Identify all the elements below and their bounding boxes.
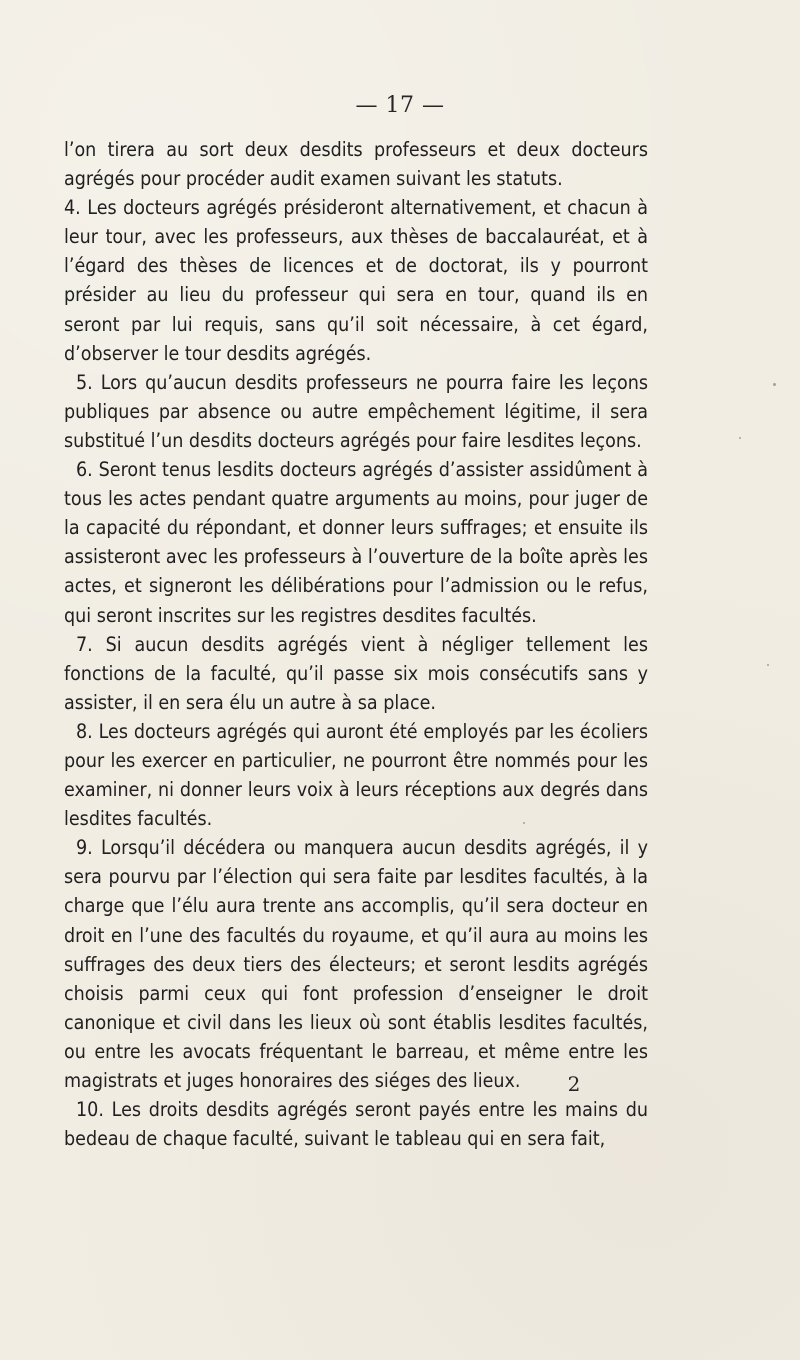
article-5: 5. Lors qu’aucun desdits professeurs ne pourra faire les leçons publiques par absence ou autre empêchement légitime, il sera substitué l’un desdits docteurs agrégés pour faire lesdites leçons.: [64, 370, 648, 452]
article-10: 10. Les droits desdits agrégés seront payés entre les mains du bedeau de chaque faculté, suivant le tableau qui en sera fait,: [64, 1098, 648, 1151]
paper-speck: [319, 1082, 321, 1084]
article-8: 8. Les docteurs agrégés qui auront été employés par les écoliers pour les exercer en particulier, ne pourront être nommés pour les examiner, ni donner leurs voix à leurs réceptions aux degrés dans lesdites facultés.: [64, 719, 648, 831]
article-7: 7. Si aucun desdits agrégés vient à négliger tellement les fonctions de la faculté, qu’il passe six mois consécutifs sans y assister, il en sera élu un autre à sa place.: [64, 632, 648, 714]
paper-speck: [773, 383, 776, 386]
paper-speck: [523, 822, 525, 824]
document-text: [64, 135, 648, 1153]
article-4: 4. Les docteurs agrégés présideront alternativement, et chacun à leur tour, avec les professeurs, aux thèses de baccalauréat, et à l’égard des thèses de licences et de doctorat, ils y pourront présider au lieu du professeur qui sera en tour, quand ils en seront par lui requis, sans qu’il soit nécessaire, à cet égard, d’observer le tour desdits agrégés.: [64, 196, 648, 365]
paper-speck: [739, 437, 741, 439]
paragraph-continuation: l’on tirera au sort deux desdits professeurs et deux docteurs agrégés pour procéder audit examen suivant les statuts.: [64, 138, 648, 191]
article-9: 9. Lorsqu’il décédera ou manquera aucun desdits agrégés, il y sera pourvu par l’élection qui sera faite par lesdites facultés, à la charge que l’élu aura trente ans accomplis, qu’il sera docteur en droit en l’une des facultés du royaume, et qu’il aura au moins les suffrages des deux tiers des électeurs; et seront lesdits agrégés choisis parmi ceux qui font profession d’enseigner le droit canonique et civil dans les lieux où sont établis lesdites facultés, ou entre les avocats fréquentant le barreau, et même entre les magistrats et juges honoraires des siéges des lieux.: [64, 836, 648, 1092]
signature-mark: 2: [567, 1072, 581, 1096]
paper-speck: [767, 664, 769, 666]
article-6: 6. Seront tenus lesdits docteurs agrégés d’assister assidûment à tous les actes pendant quatre arguments au moins, pour juger de la capacité du répondant, et donner leurs suffrages; et ensuite ils assisteront avec les professeurs à l’ouverture de la boîte après les actes, et signeront les délibérations pour l’admission ou le refus, qui seront inscrites sur les registres desdites facultés.: [64, 458, 648, 627]
page-number: — 17 —: [355, 93, 445, 118]
